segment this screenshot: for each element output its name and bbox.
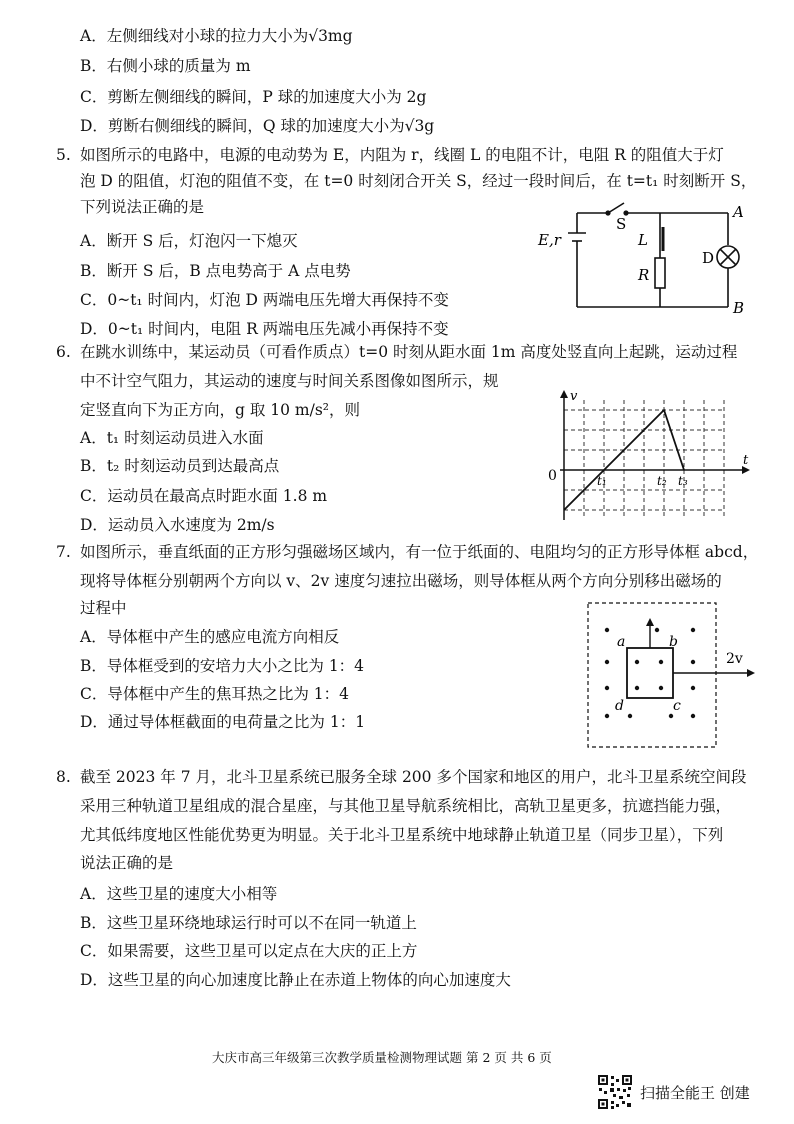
qr-code-icon (597, 1074, 633, 1110)
corner-d-label: d (615, 698, 624, 714)
q4-option-d: D．剪断右侧细线的瞬间，Q 球的加速度大小为√3g (80, 117, 435, 135)
q5-option-a: A．断开 S 后，灯泡闪一下熄灭 (80, 232, 298, 250)
corner-b-label: b (669, 634, 678, 650)
page-footer: 大庆市高三年级第三次教学质量检测物理试题 第 2 页 共 6 页 (212, 1050, 552, 1065)
origin-label: 0 (548, 468, 557, 484)
q6-stem-line-3: 定竖直向下为正方向，g 取 10 m/s²，则 (80, 401, 361, 419)
v-axis-label: v (570, 389, 578, 404)
point-b-label: B (733, 299, 745, 317)
source-label: E,r (538, 231, 561, 249)
corner-c-label: c (673, 698, 681, 714)
corner-a-label: a (617, 634, 626, 650)
q8-option-b: B．这些卫星环绕地球运行时可以不在同一轨道上 (80, 914, 417, 932)
q5-stem-line-3: 下列说法正确的是 (80, 198, 205, 216)
q7-number: 7. (56, 543, 71, 561)
q8-number: 8. (56, 768, 71, 786)
q6-number: 6. (56, 343, 71, 361)
q5-option-b: B．断开 S 后，B 点电势高于 A 点电势 (80, 262, 351, 280)
t3-label: t₃ (678, 474, 688, 488)
q8-stem-line-3: 尤其低纬度地区性能优势更为明显。关于北斗卫星系统中地球静止轨道卫星（同步卫星），下列 (80, 826, 724, 844)
lamp-label: D (702, 249, 715, 267)
q6-option-d: D．运动员入水速度为 2m/s (80, 516, 275, 534)
q7-stem-line-2: 现将导体框分别朝两个方向以 v、2v 速度匀速拉出磁场，则导体框从两个方向分别移出磁场的 (80, 572, 722, 590)
q7-option-c: C．导体框中产生的焦耳热之比为 1：4 (80, 685, 350, 703)
q7-magnetic-field-diagram (585, 600, 765, 750)
q6-stem-line-2: 中不计空气阻力，其运动的速度与时间关系图像如图所示，规 (80, 372, 499, 390)
t2-label: t₂ (657, 474, 667, 488)
q7-stem-line-3: 过程中 (80, 599, 127, 617)
q4-option-c: C．剪断左侧细线的瞬间，P 球的加速度大小为 2g (80, 88, 427, 106)
q6-option-c: C．运动员在最高点时距水面 1.8 m (80, 487, 328, 505)
coil-label: L (638, 231, 648, 249)
q5-stem-line-2: 泡 D 的阻值，灯泡的阻值不变，在 t=0 时刻闭合开关 S，经过一段时间后，在 t=t₁ 时刻断开 S， (80, 172, 757, 190)
q4-option-a: A．左侧细线对小球的拉力大小为√3mg (80, 27, 353, 45)
q7-option-a: A．导体框中产生的感应电流方向相反 (80, 628, 340, 646)
q7-option-d: D．通过导体框截面的电荷量之比为 1：1 (80, 713, 366, 731)
q6-option-b: B．t₂ 时刻运动员到达最高点 (80, 457, 280, 475)
resistor-label: R (638, 266, 650, 284)
q5-circuit-diagram (538, 195, 760, 320)
q6-stem-line-1: 在跳水训练中，某运动员（可看作质点）t=0 时刻从距水面 1m 高度处竖直向上起跳，运动过程 (80, 343, 738, 361)
q6-option-a: A．t₁ 时刻运动员进入水面 (80, 429, 264, 447)
velocity-2v-label: 2v (726, 651, 743, 667)
q8-stem-line-4: 说法正确的是 (80, 854, 174, 872)
q8-option-c: C．如果需要，这些卫星可以定点在大庆的正上方 (80, 942, 418, 960)
q8-stem-line-1: 截至 2023 年 7 月，北斗卫星系统已服务全球 200 多个国家和地区的用户，北斗卫星系统空间段 (80, 768, 747, 786)
q8-option-a: A．这些卫星的速度大小相等 (80, 885, 278, 903)
scanner-brand-label: 扫描全能王 创建 (640, 1084, 750, 1102)
t-axis-label: t (743, 453, 749, 468)
q5-option-c: C．0~t₁ 时间内，灯泡 D 两端电压先增大再保持不变 (80, 291, 449, 309)
q7-stem-line-1: 如图所示，垂直纸面的正方形匀强磁场区域内，有一位于纸面的、电阻均匀的正方形导体框 abcd， (80, 543, 759, 561)
q6-velocity-time-graph (540, 388, 755, 526)
q8-stem-line-2: 采用三种轨道卫星组成的混合星座，与其他卫星导航系统相比，高轨卫星更多，抗遮挡能力强， (80, 797, 732, 815)
q5-stem-line-1: 如图所示的电路中，电源的电动势为 E，内阻为 r，线圈 L 的电阻不计，电阻 R 的阻值大于灯 (80, 146, 724, 164)
t1-label: t₁ (597, 474, 607, 488)
point-a-label: A (733, 203, 744, 221)
switch-label: S (616, 215, 627, 233)
q4-option-b: B．右侧小球的质量为 m (80, 57, 251, 75)
q5-number: 5. (56, 146, 71, 164)
q5-option-d: D．0~t₁ 时间内，电阻 R 两端电压先减小再保持不变 (80, 320, 449, 338)
q7-option-b: B．导体框受到的安培力大小之比为 1：4 (80, 657, 365, 675)
q8-option-d: D．这些卫星的向心加速度比静止在赤道上物体的向心加速度大 (80, 971, 511, 989)
